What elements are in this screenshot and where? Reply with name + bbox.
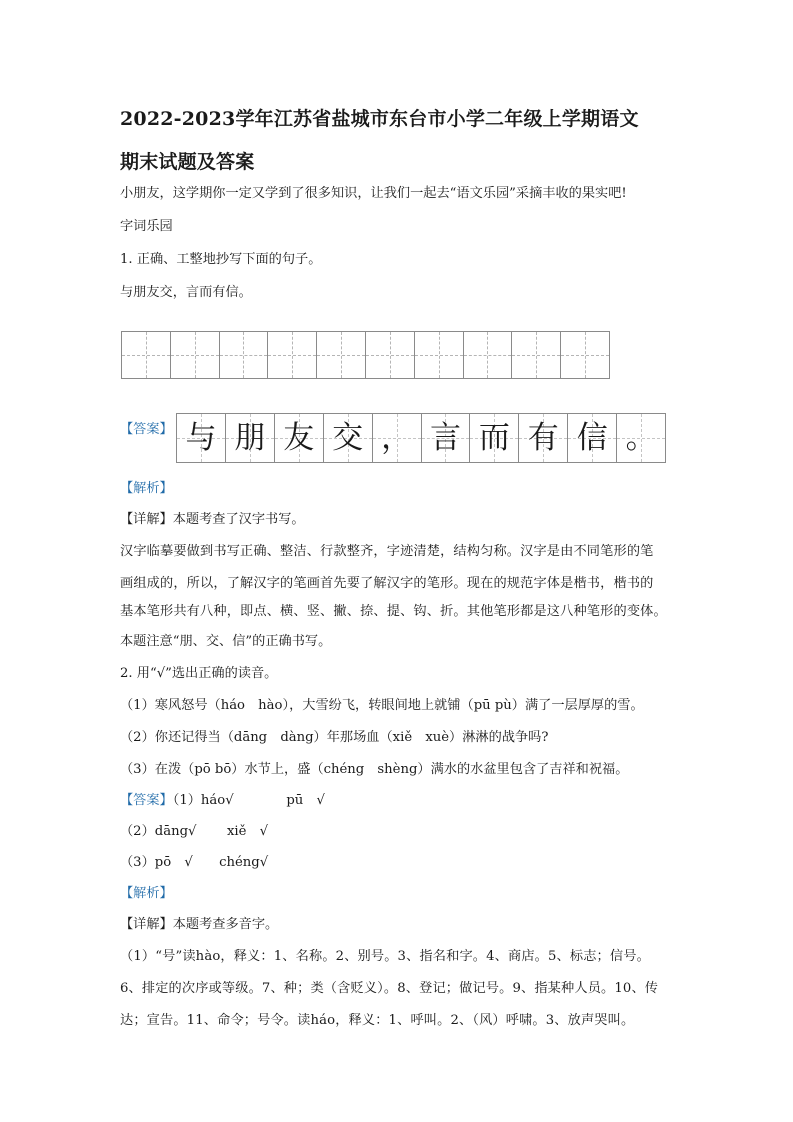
answer-char: 与: [185, 419, 217, 456]
answer-char: 交: [332, 419, 364, 456]
answer-cell: [373, 414, 422, 462]
q2-answer: （1）háo√ pū √: [172, 793, 325, 808]
answer-char: 而: [478, 419, 510, 456]
answer-cell: [422, 414, 471, 462]
q1-explain-line: 画组成的，所以，了解汉字的笔画首先要了解汉字的笔形。现在的规范字体是楷书，楷书的: [120, 576, 654, 591]
grid-cell: [464, 332, 513, 378]
q2-answer-line: [120, 792, 325, 809]
grid-cell: [171, 332, 220, 378]
q2-item: （1）寒风怒号（háo hào），大雪纷飞，转眼间地上就铺（pū pù）满了一层厚厚的雪。: [120, 698, 644, 713]
grid-cell: [512, 332, 561, 378]
q2-detail-tag: 【详解】: [120, 917, 173, 932]
q1-analysis-tag: 【解析】: [120, 481, 173, 496]
q2-answer: （3）pō √ chéng√: [120, 855, 269, 870]
answer-char: 。: [625, 419, 657, 456]
answer-cell: [324, 414, 373, 462]
q1-detail: [120, 511, 305, 528]
q1-explain-line: 基本笔形共有八种，即点、横、竖、撇、捺、提、钩、折。其他笔形都是这八种笔形的变体。: [120, 604, 667, 619]
answer-char: 有: [527, 419, 559, 456]
q1-detail-text: 本题考查了汉字书写。: [172, 512, 305, 527]
answer-char: 朋: [234, 419, 266, 456]
q1-sentence: 与朋友交，言而有信。: [120, 285, 252, 300]
q1-answer-tag: 【答案】: [120, 422, 173, 437]
q2-detail: [120, 916, 278, 933]
q2-detail-text: 本题考查多音字。: [172, 917, 279, 932]
answer-cell: [470, 414, 519, 462]
q2-explain-line: 达；宣告。11、命令；号令。读háo，释义：1、呼叫。2、（风）呼啸。3、放声哭叫。: [120, 1013, 635, 1028]
answer-grid: [176, 413, 666, 463]
answer-cell: [226, 414, 275, 462]
q1-detail-tag: 【详解】: [120, 512, 173, 527]
page-title-line-1: 2022-2023学年江苏省盐城市东台市小学二年级上学期语文: [120, 108, 639, 130]
answer-cell: [568, 414, 617, 462]
grid-cell: [268, 332, 317, 378]
grid-cell: [220, 332, 269, 378]
q2-stem: 2. 用“√”选出正确的读音。: [120, 666, 278, 681]
grid-cell: [122, 332, 171, 378]
grid-cell: [561, 332, 609, 378]
writing-grid: [121, 331, 610, 379]
q1-stem: 1. 正确、工整地抄写下面的句子。: [120, 252, 322, 267]
page-title-line-2: 期末试题及答案: [120, 151, 255, 173]
q1-explain-line: 汉字临摹要做到书写正确、整洁、行款整齐，字迹清楚，结构匀称。汉字是由不同笔形的笔: [120, 544, 654, 559]
answer-cell: [519, 414, 568, 462]
q2-answer-tag: 【答案】: [120, 793, 173, 808]
q2-item: （3）在泼（pō bō）水节上，盛（chéng shèng）满水的水盆里包含了吉祥和祝福。: [120, 762, 629, 777]
q2-explain-line: （1）“号”读hào，释义：1、名称。2、别号。3、指名和字。4、商店。5、标志；信号。: [120, 949, 650, 964]
answer-char: 信: [576, 419, 608, 456]
answer-char: 友: [283, 419, 315, 456]
q2-explain-line: 6、排定的次序或等级。7、种；类（含贬义）。8、登记；做记号。9、指某种人员。10、传: [120, 981, 659, 996]
answer-cell: [177, 414, 226, 462]
answer-cell: [617, 414, 665, 462]
answer-char: 言: [429, 419, 461, 456]
q2-item: （2）你还记得当（dāng dàng）年那场血（xiě xuè）淋淋的战争吗?: [120, 730, 549, 745]
grid-cell: [415, 332, 464, 378]
grid-cell: [366, 332, 415, 378]
q2-analysis-tag: 【解析】: [120, 886, 173, 901]
intro-text: 小朋友，这学期你一定又学到了很多知识，让我们一起去“语文乐园”采摘丰收的果实吧!: [120, 186, 627, 201]
answer-cell: [275, 414, 324, 462]
grid-cell: [317, 332, 366, 378]
answer-char: ，: [381, 419, 413, 456]
section-heading: 字词乐园: [120, 219, 173, 234]
q1-explain-line: 本题注意“朋、交、信”的正确书写。: [120, 634, 332, 649]
q2-answer: （2）dāng√ xiě √: [120, 824, 269, 839]
